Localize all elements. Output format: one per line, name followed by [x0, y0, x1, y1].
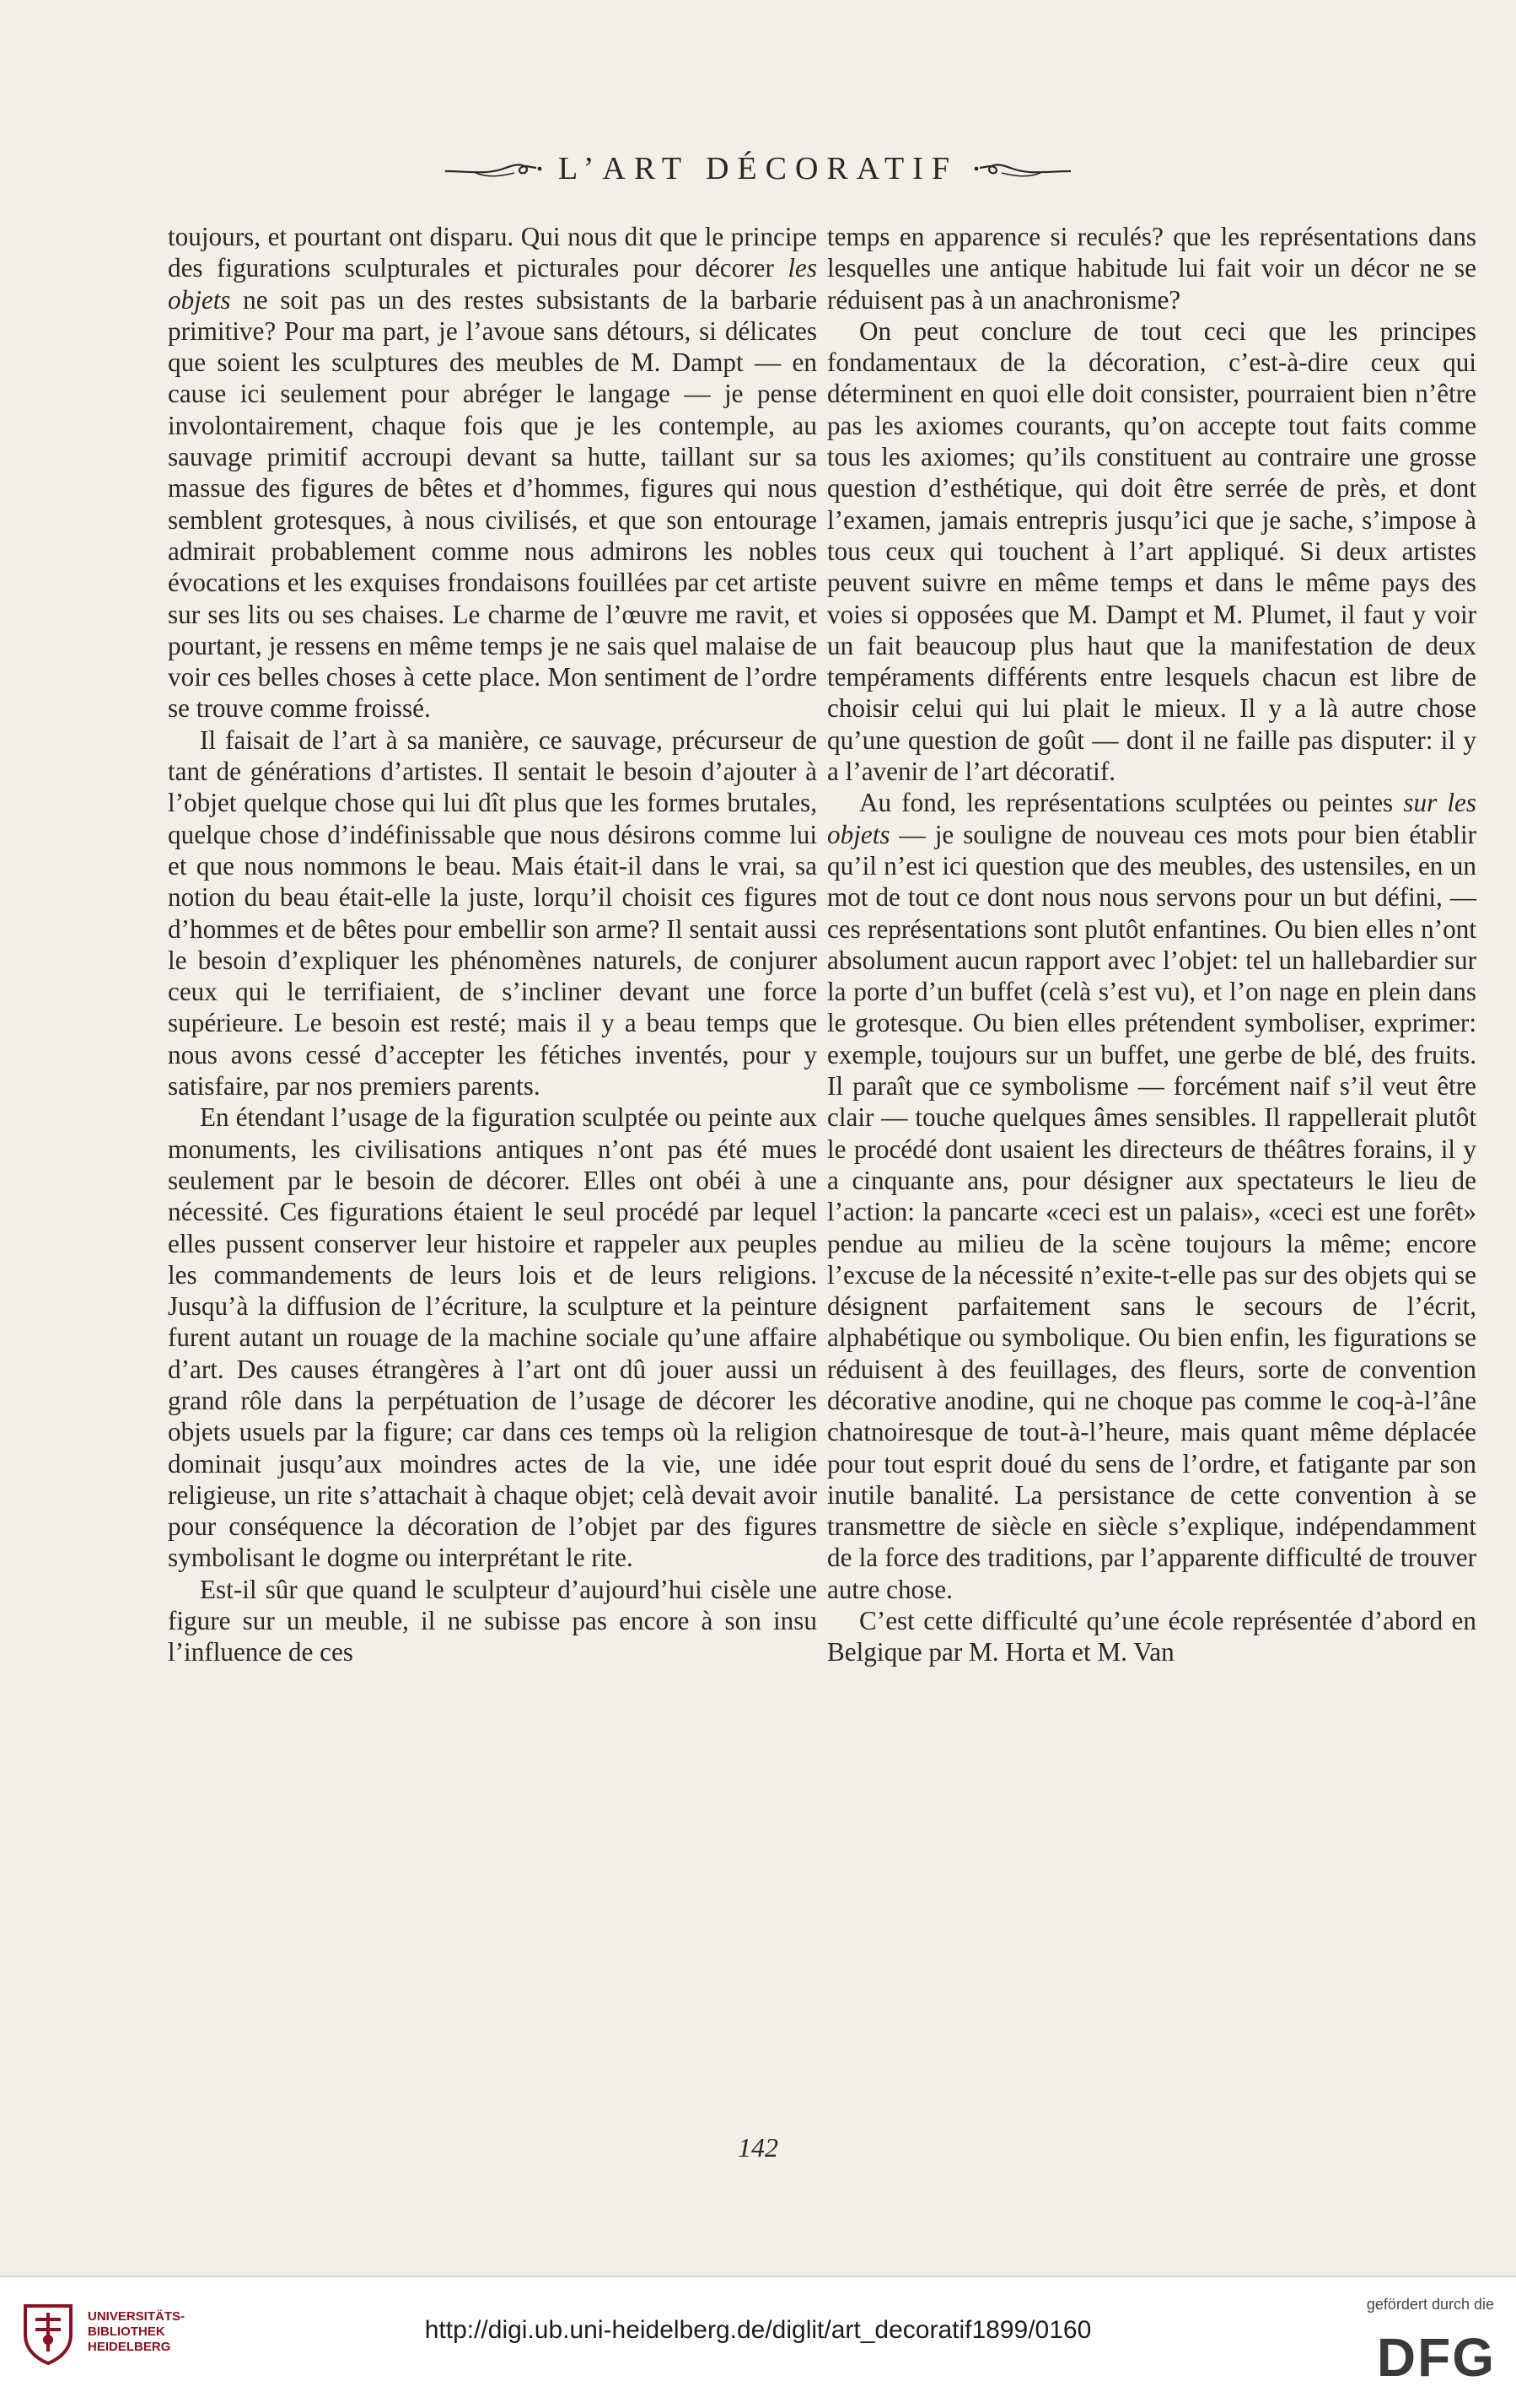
text-run: Au fond, les représentations sculptées ou peintes	[859, 788, 1404, 818]
funding-note: gefördert durch die	[1366, 2296, 1494, 2313]
text-run: On peut conclure de tout ceci que les principes fondamentaux de la décoration, c’est-à-dire ceux qui déterminent en quoi elle doit consister, pourraient bien n’être pas les axiomes courants, qu’on accepte tout faits comme tous les axiomes; qu’ils constituent au contraire une grosse question d’esthétique, qui doit être serrée de près, et dont l’examen, jamais entrepris jusqu’ici que je sache, s’impose à tous ceux qui touchent à l’art appliqué. Si deux artistes peuvent suivre en même temps et dans le même pays des voies si opposées que M. Dampt et M. Plumet, il faut y voir un fait beaucoup plus haut que la manifestation de deux tempéraments différents entre lesquels chacun est libre de choisir celui qui lui plait le mieux. Il y a là autre chose qu’une question de goût — dont il ne faille pas disputer: il y a l’avenir de l’art décoratif.	[827, 315, 1476, 787]
university-name-line: UNIVERSITÄTS-	[88, 2309, 185, 2324]
text-run: C’est cette difficulté qu’une école représentée d’abord en Belgique par M. Horta et M. Van	[827, 1606, 1476, 1667]
text-run: toujours, et pourtant ont disparu. Qui nous dit que le principe des figurations sculpturales et picturales pour décorer	[168, 222, 817, 283]
paragraph	[168, 221, 817, 725]
text-run: En étendant l’usage de la figuration sculptée ou peinte aux monuments, les civilisations antiques n’ont pas été mues seulement par le besoin de décorer. Elles ont obéi à une nécessité. Ces figurations étaient le seul procédé par lequel elles pussent conserver leur histoire et rappeler aux peuples les commandements de leurs lois et de leurs religions. Jusqu’à la diffusion de l’écriture, la sculpture et la peinture furent autant un rouage de la machine sociale qu’une affaire d’art. Des causes étrangères à l’art ont dû jouer aussi un grand rôle dans la perpétuation de l’usage de décorer les objets usuels par la figure; car dans ces temps où la religion dominait jusqu’aux moindres actes de la vie, une idée religieuse, un rite s’attachait à chaque objet; celà devait avoir pour conséquence la décoration de l’objet par des figures symbolisant le dogme ou interprétant le rite.	[168, 1102, 817, 1573]
university-name-line: HEIDELBERG	[88, 2340, 171, 2354]
running-head	[0, 150, 1516, 187]
paragraph	[827, 315, 1476, 787]
page-number: 142	[738, 2132, 778, 2163]
text-run: — je souligne de nouveau ces mots pour bien établir qu’il n’est ici question que des meubles, des ustensiles, en un mot de tout ce dont nous nous servons pour un but défini, — ces représentations sont plutôt enfantines. Ou bien elles n’ont absolument aucun rapport avec l’objet: tel un hallebardier sur la porte d’un buffet (celà s’est vu), et l’on nage en plein dans le grotesque. Ou bien elles prétendent symboliser, exprimer: exemple, toujours sur un buffet, une gerbe de blé, des fruits. Il paraît que ce symbolisme — forcément naif s’il veut être clair — touche quelques âmes sensibles. Il rappellerait plutôt le procédé dont usaient les directeurs de théâtres forains, il y a cinquante ans, pour désigner aux spectateurs le lieu de l’action: la pancarte «ceci est un palais», «ceci est une forêt» pendue au milieu de la scène toujours la même; encore l’excuse de la nécessité n’exite-t-elle pas sur des objets qui se désignent parfaitement sans le secours de l’écrit, alphabétique ou symbolique. Ou bien enfin, les figurations se réduisent à des feuillages, des fleurs, sorte de convention décorative anodine, qui ne choque pas comme le coq-à-l’âne chatnoiresque de tout-à-l’heure, mais quant même déplacée pour tout esprit doué du sens de l’ordre, et fatigante par son inutile banalité. La persistance de cette convention à se transmettre de siècle en siècle s’explique, indépendamment de la force des traditions, par l’apparente difficulté de trouver autre chose.	[827, 819, 1476, 1604]
right-flourish-icon	[973, 156, 1074, 181]
text-run: ne soit pas un des restes subsistants de la barbarie primitive? Pour ma part, je l’avoue sans détours, si délicates que soient les sculptures des meubles de M. Dampt — en cause ici seulement pour abréger le langage — je pense involontairement, chaque fois que je les contemple, au sauvage primitif accroupi devant sa hutte, taillant sur sa massue des figures de bêtes et d’hommes, figures qui nous semblent grotesques, à nous civilisés, et que son entourage admirait probablement comme nous admirons les nobles évocations et les exquises frondaisons fouillées par cet artiste sur ses lits ou ses chaises. Le charme de l’œuvre me ravit, et pourtant, je ressens en même temps je ne sais quel malaise de voir ces belles choses à cette place. Mon sentiment de l’ordre se trouve comme froissé.	[168, 284, 817, 724]
running-head-title: L’ART DÉCORATIF	[558, 151, 958, 186]
italic-phrase: sur les objets	[827, 788, 1476, 849]
paragraph	[827, 787, 1476, 1605]
dfg-logo: DFG	[1376, 2327, 1496, 2388]
paragraph	[168, 725, 817, 1102]
text-run: Est-il sûr que quand le sculpteur d’aujourd’hui cisèle une figure sur un meuble, il ne subisse pas encore à son insu l’influence de ces	[168, 1574, 817, 1667]
paragraph	[168, 1102, 817, 1573]
text-run: temps en apparence si reculés? que les représentations dans lesquelles une antique habitude lui fait voir un décor ne se réduisent pas à un anachronisme?	[827, 222, 1476, 315]
italic-phrase: les objets	[168, 253, 817, 315]
left-flourish-icon	[442, 156, 543, 181]
text-run: Il faisait de l’art à sa manière, ce sauvage, précurseur de tant de générations d’artistes. Il sentait le besoin d’ajouter à l’objet quelque chose qui lui dît plus que les formes brutales, quelque chose d’indéfinissable que nous désirons comme lui et que nous nommons le beau. Mais était-il dans le vrai, sa notion du beau était-elle la juste, lorqu’il choisit ces figures d’hommes et de bêtes pour embellir son arme? Il sentait aussi le besoin d’expliquer les phénomènes naturels, de conjurer ceux qui le terrifiaient, de s’incliner devant une force supérieure. Le besoin est resté; mais il y a beau temps que nous avons cessé d’accepter les fétiches inventés, pour y satisfaire, par nos premiers parents.	[168, 725, 817, 1102]
right-column	[827, 221, 1476, 1668]
footer-divider	[0, 2276, 1516, 2277]
paragraph	[827, 1605, 1476, 1668]
paragraph	[168, 1574, 817, 1668]
digitization-footer	[0, 2276, 1516, 2408]
university-name-line: BIBLIOTHEK	[88, 2325, 165, 2339]
paragraph	[827, 221, 1476, 315]
left-column	[168, 221, 817, 1668]
source-url-link[interactable]: http://digi.ub.uni-heidelberg.de/diglit/art_decoratif1899/0160	[424, 2316, 1092, 2344]
